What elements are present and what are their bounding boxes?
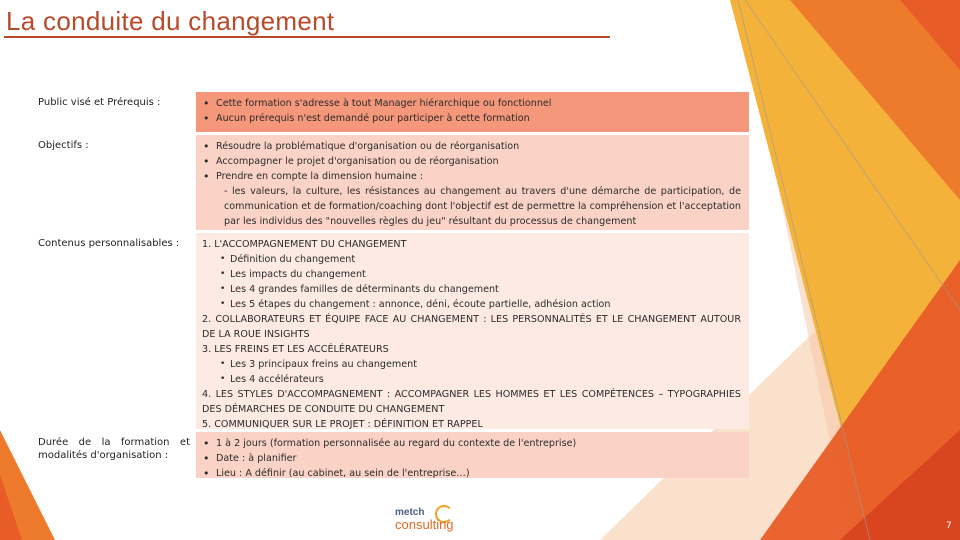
section-heading: 4. LES STYLES D'ACCOMPAGNEMENT : ACCOMPAGNER LES HOMMES ET LES COMPÉTENCES – TYPOGRAPHIES DES DÉMARCHES DE CONDUITE DU CHANGEMENT: [202, 389, 741, 415]
label-cell: [33, 92, 193, 132]
list-item: • Accompagner le projet d'organisation ou de réorganisation: [202, 154, 741, 169]
title-underline: [4, 36, 610, 38]
row-label: Contenus personnalisables :: [38, 238, 180, 249]
objective-detail: - les valeurs, la culture, les résistances au changement au travers d'une démarche de participation, de communication et de formation/coaching dont l'objectif est de permettre la compréhension et l'acceptation par les individus des "nouvelles règles du jeu" résultant du processus de changement: [224, 186, 741, 227]
content: [202, 436, 741, 481]
logo-line1: metch: [395, 507, 425, 518]
list-item: • Les impacts du changement: [202, 267, 741, 282]
content-cell: [196, 135, 749, 230]
list-item: • Aucun prérequis n'est demandé pour participer à cette formation: [202, 111, 741, 126]
list-item: • Date : à planifier: [202, 451, 741, 466]
content-cell: [196, 92, 749, 132]
list-item: • Les 4 accélérateurs: [202, 372, 741, 387]
table-row-duration: [33, 432, 749, 478]
list-item: • Résoudre la problématique d'organisation ou de réorganisation: [202, 139, 741, 154]
list-item: • Cette formation s'adresse à tout Manager hiérarchique ou fonctionnel: [202, 96, 741, 111]
table-row-contents: [33, 233, 749, 429]
row-label: Public visé et Prérequis :: [38, 97, 161, 108]
section-heading: 5. COMMUNIQUER SUR LE PROJET : DÉFINITION ET RAPPEL: [202, 419, 483, 430]
content: [202, 139, 741, 229]
logo-line2: consulting: [395, 517, 454, 532]
row-label: Durée de la formation et modalités d'organisation :: [38, 437, 190, 461]
table-row-objectives: [33, 135, 749, 230]
page-title: La conduite du changement: [6, 6, 335, 36]
list-item: • Les 5 étapes du changement : annonce, déni, écoute partielle, adhésion action: [202, 297, 741, 312]
list-item: • Prendre en compte la dimension humaine :: [202, 169, 741, 184]
list-item: • Les 4 grandes familles de déterminants du changement: [202, 282, 741, 297]
label-cell: [33, 432, 193, 478]
content: [202, 96, 741, 126]
section-heading: 2. COLLABORATEURS ET ÉQUIPE FACE AU CHANGEMENT : LES PERSONNALITÉS ET LE CHANGEMENT AUTOUR DE LA ROUE INSIGHTS: [202, 314, 741, 340]
list-item: • Les 3 principaux freins au changement: [202, 357, 741, 372]
table-row-public: [33, 92, 749, 132]
list-item: • Lieu : A définir (au cabinet, au sein de l'entreprise…): [202, 466, 741, 481]
row-label: Objectifs :: [38, 140, 89, 151]
section-heading: 1. L'ACCOMPAGNEMENT DU CHANGEMENT: [202, 239, 407, 250]
label-cell: [33, 135, 193, 230]
company-logo: [393, 507, 463, 537]
list-item: • Définition du changement: [202, 252, 741, 267]
content-cell: [196, 432, 749, 478]
content-cell: [196, 233, 749, 429]
list-item: • 1 à 2 jours (formation personnalisée au regard du contexte de l'entreprise): [202, 436, 741, 451]
section-heading: 3. LES FREINS ET LES ACCÉLÉRATEURS: [202, 344, 389, 355]
content: [202, 237, 741, 432]
page-number: 7: [946, 521, 952, 531]
label-cell: [33, 233, 193, 429]
